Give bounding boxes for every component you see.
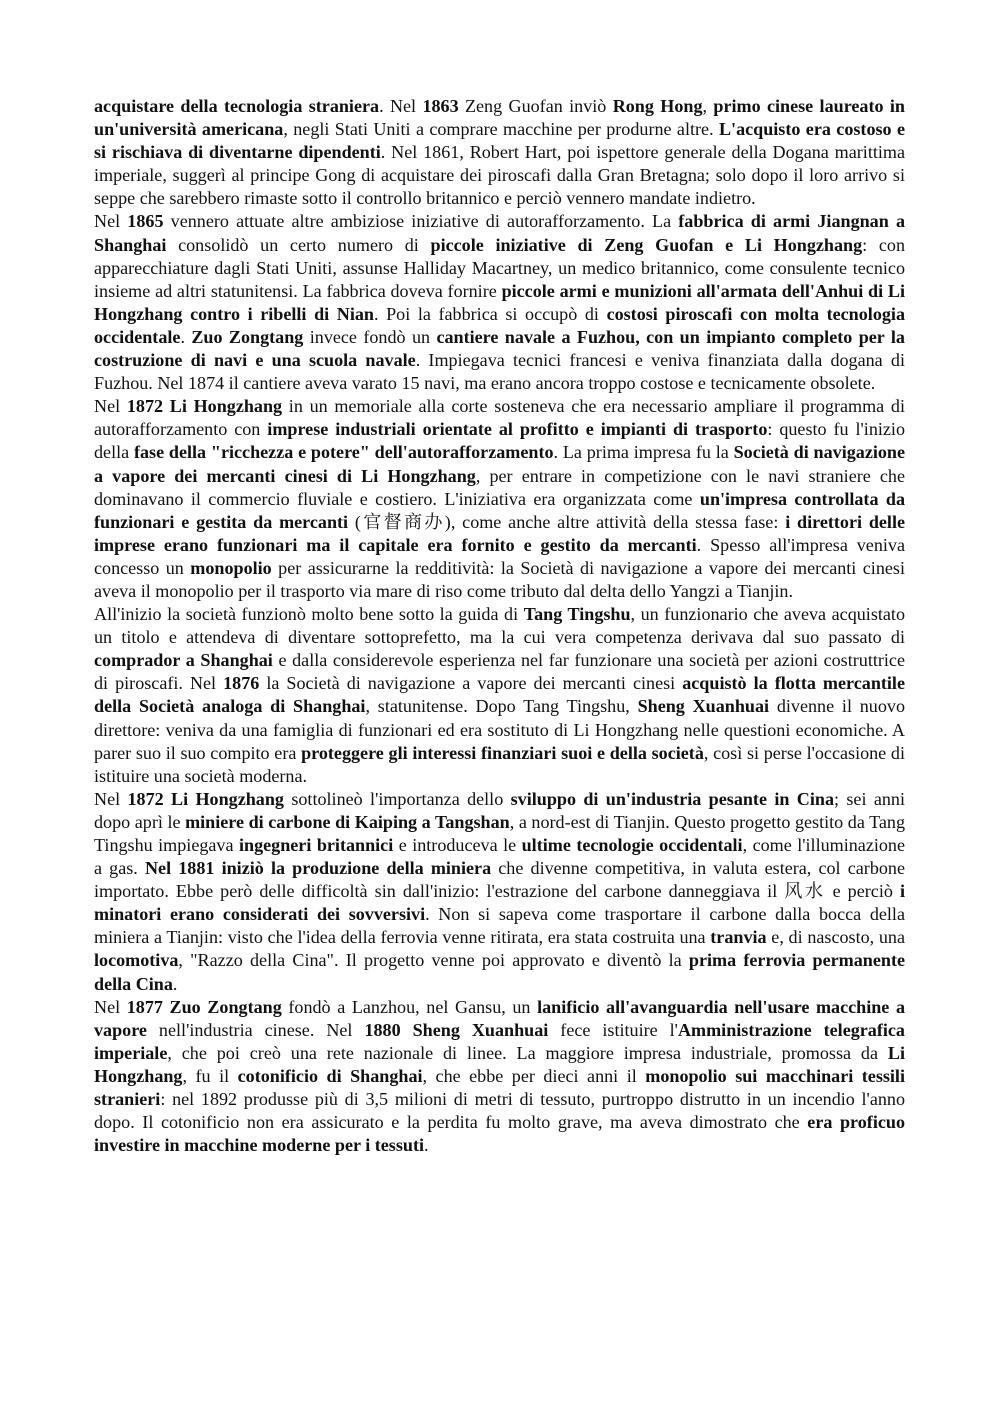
bold-text-run: piccole armi e munizioni all'armata dell'Anhui di Li Hongzhang contro i ribelli di Nian: [94, 280, 905, 324]
text-run: . Nel 1861, Robert Hart, poi ispettore generale della Dogana marittima imperiale, suggerì al principe Gong di acquistare dei piroscafi dalla Gran Bretagna; solo dopo il loro arrivo si seppe che sarebbero rimaste sotto il controllo britannico e perciò vennero mandate indietro.: [94, 142, 906, 209]
text-run: Nel: [94, 396, 127, 417]
paragraph-5: [94, 788, 905, 996]
text-run: , "Razzo della Cina". Il progetto venne poi approvato e diventò la: [178, 950, 689, 971]
text-run: Zeng Guofan inviò: [458, 96, 613, 116]
bold-text-run: 1872 Li Hongzhang: [127, 788, 284, 809]
text-run: , a nord-est di Tianjin. Questo progetto gestito da Tang Tingshu impiegava: [94, 811, 905, 855]
bold-text-run: era proficuo investire in macchine moderne per i tessuti: [94, 1112, 906, 1156]
bold-text-run: fase della "ricchezza e potere" dell'autorafforzamento: [133, 442, 554, 463]
text-run: : questo fu l'inizio della: [94, 419, 906, 463]
bold-text-run: Li Hongzhang: [94, 1042, 905, 1086]
bold-text-run: 1876: [223, 673, 260, 694]
bold-text-run: prima ferrovia permanente della Cina: [94, 950, 905, 994]
text-run: , che poi creò una rete nazionale di linee. La maggiore impresa industriale, promossa da: [167, 1042, 888, 1063]
text-run: .: [424, 1135, 429, 1156]
bold-text-run: Amministrazione telegrafica imperiale: [94, 1019, 905, 1063]
bold-text-run: comprador a Shanghai: [94, 650, 273, 671]
text-run: divenne il nuovo direttore: veniva da una famiglia di funzionari ed era sostituto di Li Hongzhang nelle questioni economiche. A parer suo il suo compito era: [94, 696, 905, 763]
text-run: , per entrare in competizione con le navi straniere che dominavano il commercio fluviale e costiero. L'iniziativa era organizzata come: [94, 465, 906, 509]
text-run: , un funzionario che aveva acquistato un titolo e attendeva di diventare sottoprefetto, ma la cui vera competenza derivava dal suo passato di: [94, 604, 905, 648]
bold-text-run: Tang Tingshu: [523, 604, 631, 625]
text-run: , così si perse l'occasione di istituire una società moderna.: [94, 742, 905, 786]
bold-text-run: tranvia: [710, 927, 767, 948]
text-run: fece istituire l': [548, 1019, 678, 1040]
text-run: ,: [702, 96, 714, 116]
bold-text-run: cantiere navale a Fuzhou, con un impianto completo per la costruzione di navi e una scuola navale: [94, 326, 905, 371]
bold-text-run: 1880 Sheng Xuanhuai: [364, 1019, 549, 1040]
bold-text-run: fabbrica di armi Jiangnan a Shanghai: [94, 211, 905, 255]
text-run: . Non si sapeva come trasportare il carbone dalla bocca della miniera a Tianjin: visto che l'idea della ferrovia venne ritirata, era stata costruita una: [94, 904, 905, 948]
bold-text-run: monopolio: [190, 557, 272, 578]
bold-text-run: 1877 Zuo Zongtang: [126, 996, 282, 1017]
bold-text-run: i direttori delle imprese erano funzionari ma il capitale era fornito e gestito da mercanti: [94, 511, 906, 555]
text-run: . Spesso all'impresa veniva concesso un: [94, 534, 905, 578]
text-run: per assicurarne la redditività: la Società di navigazione a vapore dei mercanti cinesi aveva il monopolio per il trasporto via mare di riso come tributo dal delta dello Yangzi a Tianjin.: [94, 557, 905, 601]
bold-text-run: Società di navigazione a vapore dei mercanti cinesi di Li Hongzhang: [94, 442, 906, 486]
text-run: All'inizio la società funzionò molto bene sotto la guida di: [94, 604, 524, 625]
paragraph-3: [94, 395, 905, 603]
bold-text-run: lanificio all'avanguardia nell'usare macchine a vapore: [94, 996, 905, 1040]
bold-text-run: Nel 1881 iniziò la produzione della miniera: [144, 858, 492, 879]
bold-text-run: acquistò la flotta mercantile della Società analoga di Shanghai: [94, 673, 905, 717]
bold-text-run: piccole iniziative di Zeng Guofan e Li Hongzhang: [430, 234, 863, 255]
bold-text-run: Rong Hong: [612, 96, 703, 116]
bold-text-run: Sheng Xuanhuai: [637, 696, 770, 717]
text-run: : nel 1892 produsse più di 3,5 milioni di metri di tessuto, purtroppo distrutto in un incendio l'anno dopo. Il cotonificio non era assicurato e la perdita fu molto grave, ma aveva dimostrato che: [94, 1089, 905, 1133]
bold-text-run: acquistare della tecnologia straniera: [94, 96, 380, 116]
text-run: e, di nascosto, una: [766, 927, 905, 948]
text-run: Nel: [94, 788, 128, 809]
text-run: consolidò un certo numero di: [166, 234, 431, 255]
text-run: nell'industria cinese. Nel: [146, 1019, 365, 1040]
paragraph-1: [94, 95, 905, 210]
text-run: ; sei anni dopo aprì le: [94, 788, 905, 832]
bold-text-run: sviluppo di un'industria pesante in Cina: [510, 788, 834, 809]
text-run: , che ebbe per dieci anni il: [422, 1065, 646, 1086]
text-run: che divenne competitiva, in valuta estera, col carbone importato. Ebbe però delle difficoltà sin dall'inizio: l'estrazione del carbone danneggiava il 风水 e perciò: [94, 858, 905, 902]
text-run: invece fondò un: [303, 326, 437, 347]
bold-text-run: 1872 Li Hongzhang: [126, 396, 283, 417]
bold-text-run: Zuo Zongtang: [191, 326, 304, 347]
bold-text-run: ultime tecnologie occidentali: [521, 835, 743, 855]
document-body: [94, 95, 905, 1157]
bold-text-run: locomotiva: [94, 950, 179, 971]
paragraph-4: [94, 603, 905, 788]
text-run: . La prima impresa fu la: [553, 442, 734, 463]
text-run: , fu il: [182, 1065, 238, 1086]
text-run: in un memoriale alla corte sosteneva che era necessario ampliare il programma di autorafforzamento con: [94, 396, 905, 440]
bold-text-run: cotonificio di Shanghai: [237, 1065, 423, 1086]
text-run: Nel: [94, 211, 128, 232]
bold-text-run: monopolio sui macchinari tessili stranieri: [94, 1065, 905, 1110]
text-run: , statunitense. Dopo Tang Tingshu,: [365, 696, 638, 717]
paragraph-2: [94, 210, 905, 395]
bold-text-run: 1863: [422, 96, 459, 116]
bold-text-run: i minatori erano considerati dei sovversivi: [94, 881, 905, 925]
text-run: .: [180, 326, 192, 347]
bold-text-run: costosi piroscafi con molta tecnologia occidentale: [94, 303, 905, 347]
bold-text-run: un'impresa controllata da funzionari e gestita da mercanti: [94, 488, 905, 532]
bold-text-run: proteggere gli interessi finanziari suoi e della società: [301, 742, 704, 763]
text-run: vennero attuate altre ambiziose iniziative di autorafforzamento. La: [163, 211, 679, 232]
text-run: , come l'illuminazione a gas.: [94, 835, 906, 879]
bold-text-run: miniere di carbone di Kaiping a Tangshan: [185, 811, 510, 832]
text-run: e dalla considerevole esperienza nel far funzionare una società per azioni costruttrice di piroscafi. Nel: [94, 650, 905, 694]
text-run: (官督商办), come anche altre attività della stessa fase:: [348, 511, 786, 532]
paragraph-6: [94, 996, 905, 1158]
text-run: fondò a Lanzhou, nel Gansu, un: [281, 996, 538, 1017]
bold-text-run: 1865: [127, 211, 164, 232]
bold-text-run: L'acquisto era costoso e si rischiava di diventarne dipendenti: [94, 119, 905, 163]
text-run: Nel: [94, 996, 127, 1017]
text-run: . Nel: [379, 96, 423, 116]
text-run: . Poi la fabbrica si occupò di: [373, 303, 607, 324]
text-run: e introduceva le: [393, 835, 522, 855]
text-run: la Società di navigazione a vapore dei mercanti cinesi: [259, 673, 683, 694]
bold-text-run: imprese industriali orientate al profitto e impianti di trasporto: [267, 419, 768, 440]
text-run: . Impiegava tecnici francesi e veniva finanziata dalla dogana di Fuzhou. Nel 1874 il cantiere aveva varato 15 navi, ma erano ancora troppo costose e tecnicamente obsolete.: [94, 350, 905, 394]
bold-text-run: primo cinese laureato in un'università americana: [94, 96, 905, 140]
text-run: .: [172, 973, 178, 994]
text-run: , negli Stati Uniti a comprare macchine per produrne altre.: [283, 119, 719, 140]
text-run: sottolineò l'importanza dello: [283, 788, 511, 809]
text-run: : con apparecchiature dagli Stati Uniti, assunse Halliday Macartney, un medico britannico, come consulente tecnico insieme ad altri statunitensi. La fabbrica doveva fornire: [94, 234, 905, 301]
bold-text-run: ingegneri britannici: [238, 835, 394, 855]
